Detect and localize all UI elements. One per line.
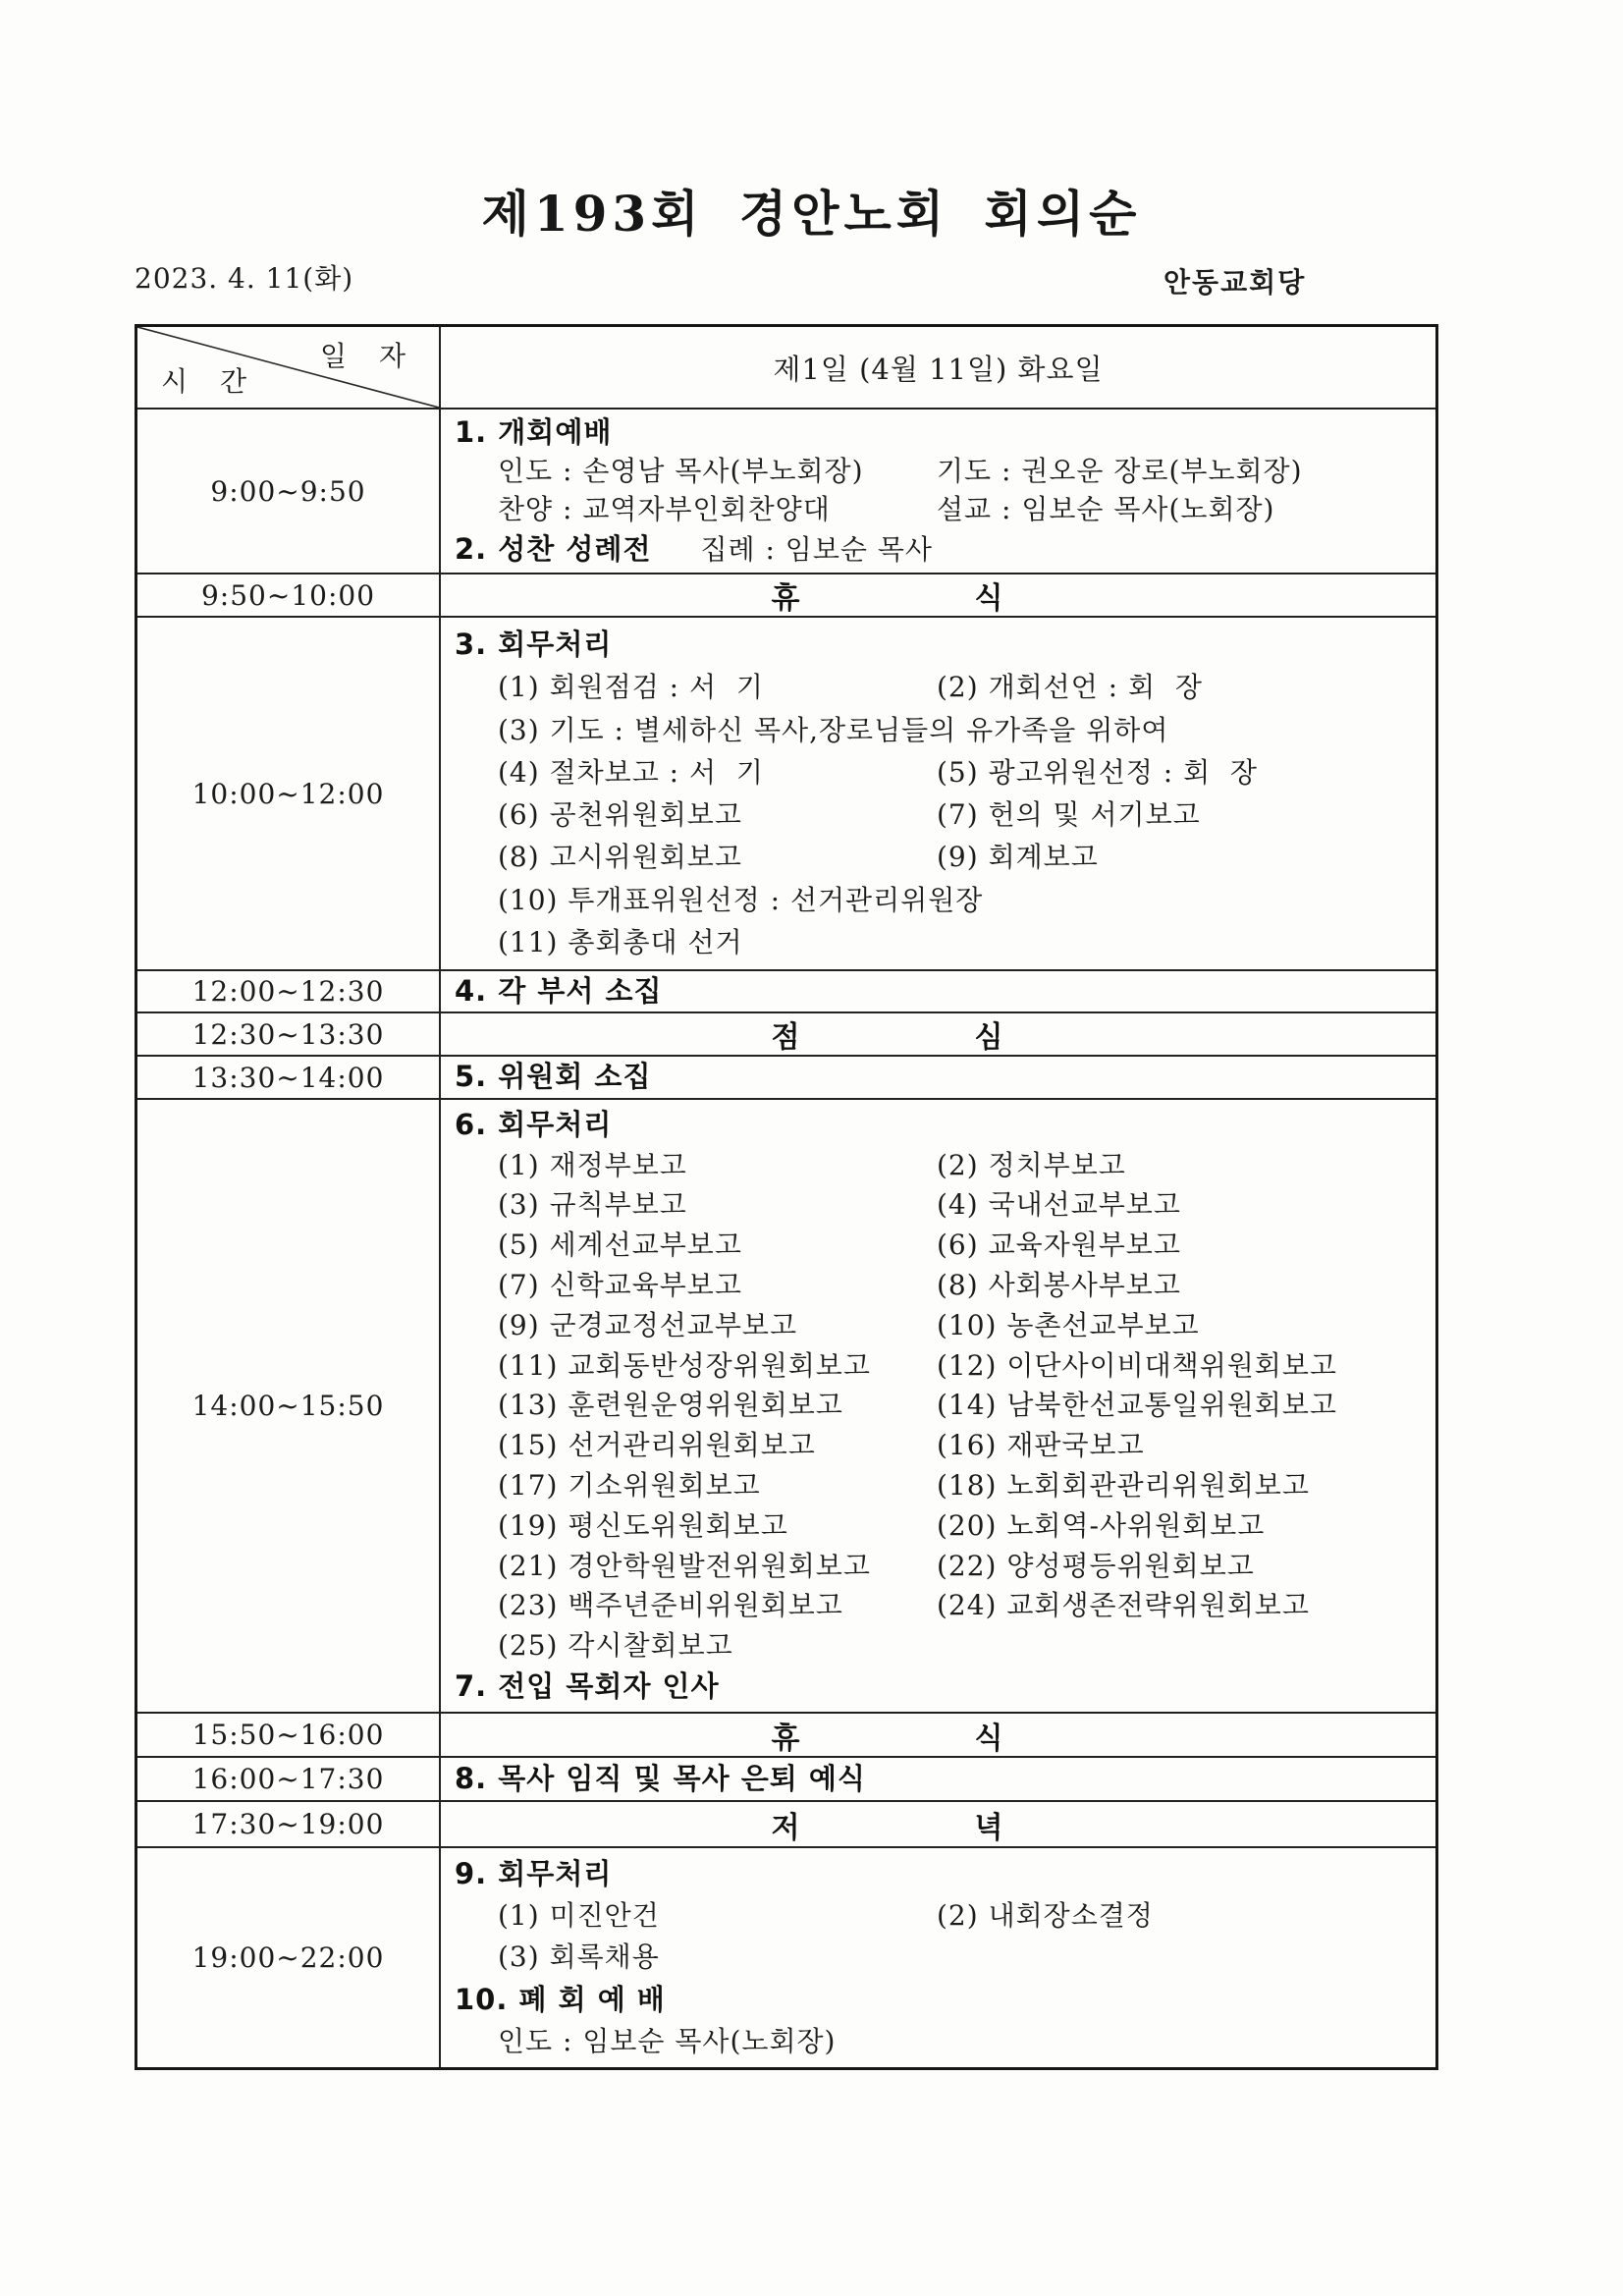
agenda-item-left: (15) 선거관리위원회보고 xyxy=(498,1429,816,1462)
agenda-line xyxy=(441,1941,1435,1973)
agenda-line xyxy=(441,629,1435,661)
agenda-line xyxy=(441,1984,1435,2016)
agenda-item-right: (22) 양성평등위원회보고 xyxy=(937,1549,1255,1582)
schedule-row xyxy=(137,969,1435,1011)
content-cell xyxy=(441,1100,1435,1712)
content-cell xyxy=(441,1758,1435,1800)
break-label xyxy=(390,1714,1384,1756)
agenda-line xyxy=(441,1310,1435,1341)
break-word-1: 휴 xyxy=(771,1721,800,1756)
agenda-lines xyxy=(441,971,1435,1011)
agenda-line xyxy=(441,1189,1435,1221)
agenda-line xyxy=(441,533,1435,566)
time-label: 10:00~12:00 xyxy=(191,777,385,810)
agenda-table xyxy=(135,324,1438,2070)
content-cell xyxy=(441,1848,1435,2067)
agenda-line xyxy=(441,1350,1435,1382)
meeting-date: 2023. 4. 11(화) xyxy=(135,262,354,295)
agenda-line xyxy=(441,1630,1435,1662)
time-cell xyxy=(137,1057,441,1098)
time-label: 16:00~17:30 xyxy=(191,1763,385,1795)
agenda-lines xyxy=(441,1758,1435,1800)
agenda-item-left: (1) 회원점검 : 서 기 xyxy=(498,671,764,704)
break-word-1: 휴 xyxy=(771,581,800,616)
agenda-line xyxy=(441,2026,1435,2057)
corner-label-time: 시 간 xyxy=(161,365,258,398)
break-word-1: 점 xyxy=(771,1020,800,1055)
agenda-heading: 1. 개회예배 xyxy=(455,414,613,449)
corner-cell xyxy=(137,327,441,408)
time-label: 12:30~13:30 xyxy=(191,1017,385,1051)
agenda-heading: 8. 목사 임직 및 목사 은퇴 예식 xyxy=(455,1761,866,1795)
content-cell xyxy=(441,1714,1435,1756)
break-word-1: 저 xyxy=(771,1810,800,1845)
agenda-item-left: (25) 각시찰회보고 xyxy=(498,1629,733,1663)
agenda-item-left: (21) 경안학원발전위원회보고 xyxy=(498,1549,871,1582)
agenda-item-left: 찬양 : 교역자부인회찬양대 xyxy=(498,493,831,526)
content-cell xyxy=(441,410,1435,573)
schedule-row xyxy=(137,1055,1435,1098)
agenda-item-left: (1) 미진안건 xyxy=(498,1899,660,1933)
time-label: 14:00~15:50 xyxy=(191,1390,385,1422)
time-cell xyxy=(137,410,441,573)
agenda-line xyxy=(441,1270,1435,1301)
agenda-item-left: (11) 총회총대 선거 xyxy=(498,925,743,958)
meeting-venue: 안동교회당 xyxy=(1163,266,1307,299)
agenda-line xyxy=(441,1430,1435,1461)
agenda-lines xyxy=(441,1100,1435,1712)
agenda-heading-detail: 집례 : 임보순 목사 xyxy=(700,532,933,566)
schedule-row xyxy=(137,1098,1435,1712)
time-label: 13:30~14:00 xyxy=(191,1061,385,1094)
content-cell xyxy=(441,1013,1435,1055)
time-label: 9:50~10:00 xyxy=(200,578,376,612)
agenda-item-left: (23) 백주년준비위원회보고 xyxy=(498,1589,843,1622)
agenda-item-right: (2) 내회장소결정 xyxy=(937,1899,1154,1933)
time-cell xyxy=(137,1758,441,1800)
agenda-line xyxy=(441,757,1435,789)
agenda-heading: 4. 각 부서 소집 xyxy=(455,973,663,1008)
time-cell xyxy=(137,1100,441,1712)
time-label: 12:00~12:30 xyxy=(191,975,385,1008)
agenda-item-left: 인도 : 임보순 목사(노회장) xyxy=(498,2024,837,2057)
time-label: 17:30~19:00 xyxy=(191,1808,385,1840)
agenda-line xyxy=(441,927,1435,958)
agenda-item-left: 인도 : 손영남 목사(부노회장) xyxy=(498,455,864,488)
agenda-line xyxy=(441,456,1435,487)
agenda-item-right: (12) 이단사이비대책위원회보고 xyxy=(937,1348,1337,1382)
agenda-heading: 9. 회무처리 xyxy=(455,1856,613,1890)
agenda-item-right: (2) 개회선언 : 회 장 xyxy=(937,671,1203,704)
day-header: 제1일 (4월 11일) 화요일 xyxy=(773,352,1104,386)
agenda-item-right: (7) 헌의 및 서기보고 xyxy=(937,798,1201,832)
break-word-2: 심 xyxy=(974,1020,1003,1055)
content-cell xyxy=(441,1802,1435,1846)
agenda-line xyxy=(441,842,1435,873)
agenda-item-left: (3) 회록채용 xyxy=(498,1941,660,1974)
agenda-line xyxy=(441,1590,1435,1621)
agenda-line xyxy=(441,1763,1435,1795)
agenda-line xyxy=(441,1470,1435,1502)
agenda-heading: 5. 위원회 소집 xyxy=(455,1060,652,1094)
agenda-item-right: (16) 재판국보고 xyxy=(937,1429,1145,1462)
schedule-row xyxy=(137,1846,1435,2067)
time-cell xyxy=(137,618,441,969)
time-label: 19:00~22:00 xyxy=(191,1941,385,1974)
content-cell xyxy=(441,618,1435,969)
agenda-line xyxy=(441,1150,1435,1181)
agenda-item-right: (5) 광고위원선정 : 회 장 xyxy=(937,755,1258,789)
agenda-line xyxy=(441,885,1435,916)
agenda-item-left: (17) 기소위원회보고 xyxy=(498,1468,761,1502)
agenda-heading: 6. 회무처리 xyxy=(455,1107,613,1141)
agenda-heading: 10. 폐 회 예 배 xyxy=(455,1982,666,2016)
agenda-lines xyxy=(441,1848,1435,2067)
agenda-item-left: (13) 훈련원운영위원회보고 xyxy=(498,1389,843,1422)
agenda-item-right: (10) 농촌선교부보고 xyxy=(937,1308,1200,1341)
agenda-item-right: (2) 정치부보고 xyxy=(937,1148,1126,1181)
agenda-item-left: (1) 재정부보고 xyxy=(498,1148,687,1181)
agenda-item-left: (4) 절차보고 : 서 기 xyxy=(498,755,764,789)
agenda-item-right: 기도 : 권오운 장로(부노회장) xyxy=(937,455,1303,488)
agenda-line xyxy=(441,1109,1435,1141)
break-label xyxy=(390,574,1384,616)
agenda-heading: 7. 전입 목회자 인사 xyxy=(455,1668,720,1703)
agenda-item-right: (8) 사회봉사부보고 xyxy=(937,1268,1181,1301)
agenda-item-right: (6) 교육자원부보고 xyxy=(937,1229,1181,1262)
agenda-item-right: (4) 국내선교부보고 xyxy=(937,1188,1181,1222)
agenda-item-left: (10) 투개표위원선정 : 선거관리위원장 xyxy=(498,883,984,916)
agenda-item-left: (6) 공천위원회보고 xyxy=(498,798,742,832)
agenda-line xyxy=(441,1858,1435,1890)
break-label xyxy=(390,1013,1384,1055)
agenda-heading: 3. 회무처리 xyxy=(455,628,613,662)
break-word-2: 식 xyxy=(974,1721,1003,1756)
schedule-row xyxy=(137,1800,1435,1846)
time-cell xyxy=(137,1848,441,2067)
schedule-row xyxy=(137,1712,1435,1756)
agenda-item-right: (24) 교회생존전략위원회보고 xyxy=(937,1589,1310,1622)
agenda-heading: 2. 성찬 성례전 xyxy=(455,531,652,566)
agenda-line xyxy=(441,1230,1435,1261)
schedule-row xyxy=(137,1756,1435,1800)
agenda-line xyxy=(441,799,1435,831)
agenda-item-right: (20) 노회역-사위원회보고 xyxy=(937,1508,1266,1542)
agenda-item-left: (8) 고시위원회보고 xyxy=(498,841,742,874)
schedule-row xyxy=(137,408,1435,573)
content-cell xyxy=(441,574,1435,616)
agenda-lines xyxy=(441,1057,1435,1098)
agenda-item-right: (18) 노회회관관리위원회보고 xyxy=(937,1468,1310,1502)
page-title: 제193회 경안노회 회의순 xyxy=(481,185,1142,243)
break-word-2: 녁 xyxy=(974,1810,1003,1845)
schedule-row xyxy=(137,573,1435,616)
agenda-line xyxy=(441,672,1435,703)
break-label xyxy=(390,1802,1384,1846)
schedule-row xyxy=(137,1011,1435,1055)
agenda-lines xyxy=(441,618,1435,969)
schedule-row xyxy=(137,616,1435,969)
agenda-item-left: (3) 규칙부보고 xyxy=(498,1188,687,1222)
time-cell xyxy=(137,971,441,1011)
agenda-line xyxy=(441,1061,1435,1093)
agenda-item-left: (7) 신학교육부보고 xyxy=(498,1268,742,1301)
agenda-item-left: (19) 평신도위원회보고 xyxy=(498,1508,788,1542)
agenda-line xyxy=(441,975,1435,1008)
content-cell xyxy=(441,1057,1435,1098)
agenda-line xyxy=(441,1510,1435,1542)
content-cell xyxy=(441,971,1435,1011)
agenda-line xyxy=(441,1900,1435,1932)
agenda-item-left: (11) 교회동반성장위원회보고 xyxy=(498,1348,871,1382)
agenda-item-left: (3) 기도 : 별세하신 목사,장로님들의 유가족을 위하여 xyxy=(498,713,1169,746)
agenda-line xyxy=(441,1390,1435,1421)
agenda-item-left: (5) 세계선교부보고 xyxy=(498,1229,742,1262)
break-word-2: 식 xyxy=(974,581,1003,616)
agenda-line xyxy=(441,416,1435,449)
table-header-row xyxy=(137,327,1435,408)
time-label: 15:50~16:00 xyxy=(191,1719,385,1751)
agenda-line xyxy=(441,1551,1435,1582)
agenda-item-right: (9) 회계보고 xyxy=(937,841,1099,874)
agenda-item-right: (14) 남북한선교통일위원회보고 xyxy=(937,1389,1337,1422)
time-label: 9:00~9:50 xyxy=(210,474,366,508)
corner-label-date: 일 자 xyxy=(320,340,417,372)
agenda-line xyxy=(441,494,1435,525)
agenda-lines xyxy=(441,410,1435,573)
agenda-item-left: (9) 군경교정선교부보고 xyxy=(498,1308,797,1341)
agenda-line xyxy=(441,1670,1435,1703)
agenda-item-right: 설교 : 임보순 목사(노회장) xyxy=(937,493,1275,526)
agenda-line xyxy=(441,715,1435,746)
